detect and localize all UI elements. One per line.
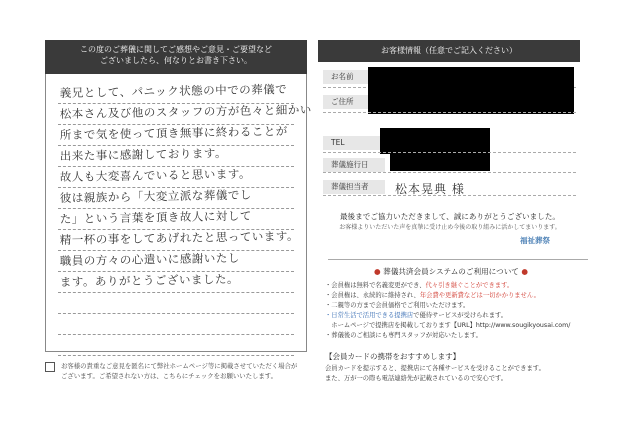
consent-line1: お客様の貴重なご意見を匿名にて弊社ホームページ等に掲載させていただく場合が [61,362,298,370]
name-redacted [368,67,574,86]
address-line [323,112,576,113]
tel-redacted [380,128,490,154]
system-item: ・会員権は無料で名義変更ができ、代々引き継ぐことができます。 [325,282,514,289]
system-items [325,281,583,342]
system-item: ・二親等の方まで会員価格でご利用いただけます。 [325,302,470,310]
bullet-icon: ● [374,267,381,276]
system-title [320,266,582,277]
date-line [323,172,576,173]
anonymous-consent-checkbox[interactable] [45,362,55,372]
feedback-writing-area[interactable] [45,74,312,352]
card-title: 【会員カードの携帯をおすすめします】 [325,352,461,361]
feedback-note: お客様よりいただいた声を真摯に受け止め今後の取り組みに活かしてまいります。 [339,224,561,231]
handwritten-line: 職員の方々の心遣いに感謝いたし [59,250,240,269]
handwritten-line: 故人も大変喜んでいると思います。 [59,166,252,185]
staff-name-handwritten: 松本晃典 様 [395,182,465,196]
address-redacted [368,86,574,114]
system-item: ・日常生活で活用できる提携店で優待サービスが受けられます。 [325,312,508,320]
customer-info-heading: お客様情報（任意でご記入ください） [318,40,580,62]
feedback-heading-line1: この度のご葬儀に関してご感想やご意見・ご要望など [80,45,272,54]
handwritten-line: 所まで気を使って頂き無事に終わることが [59,124,288,143]
staff-label: 葬儀担当者 [323,180,385,194]
consent-text [61,361,311,381]
system-item: ・会員権は、永続的に維持され、年会費や更新費などは一切かかりません。 [325,292,540,300]
staff-line [323,195,576,196]
system-item: ホームページで提携店を掲載しております【URL】http://www.sougikyousai.com/ [325,322,571,330]
thanks-message: 最後までご協力いただきまして、誠にありがとうございました。 [339,212,561,221]
address-label: ご住所 [323,95,385,109]
card-line2: また、万が一の際も電話連絡先が記載されているので安心です。 [325,375,508,382]
system-divider [328,259,588,260]
system-item: ・葬儀後のご相談にも専門スタッフが対応いたします。 [325,332,482,340]
ruled-line [58,334,294,335]
handwritten-line: た」という言葉を頂き故人に対して [59,208,252,227]
handwritten-line: ます。ありがとうございました。 [59,271,240,290]
feedback-heading [45,40,307,74]
ruled-line [58,313,294,314]
name-label: お名前 [323,70,385,84]
consent-line2: ございます。ご希望されない方は、こちらにチェックをお願いいたします。 [61,372,278,380]
bullet-icon: ● [521,267,528,276]
ruled-line [58,292,294,293]
tel-line [323,152,576,153]
card-line1: 会員カードを提示すると、提携店にて各種サービスを受けることができます。 [325,365,545,372]
card-text [325,364,583,384]
brand-logo: 福祉葬祭 [520,236,550,245]
system-title-text: 葬儀共済会員システムのご利用について [383,267,519,276]
date-redacted [390,154,490,171]
date-label: 葬儀施行日 [323,158,385,172]
handwritten-line: 彼は親族から「大変立派な葬儀でし [59,187,252,206]
tel-label: TEL [323,136,385,150]
ruled-line [58,355,294,356]
handwritten-line: 義兄として、パニック状態の中での葬儀で [59,82,288,101]
handwritten-line: 精一杯の事をしてあげれたと思っています。 [59,228,300,248]
handwritten-line: 出来た事に感謝しております。 [59,146,228,164]
handwritten-line: 松本さん及び他のスタッフの方が色々と細かい [59,102,312,122]
feedback-heading-line2: ございましたら、何なりとお書き下さい。 [100,56,252,65]
